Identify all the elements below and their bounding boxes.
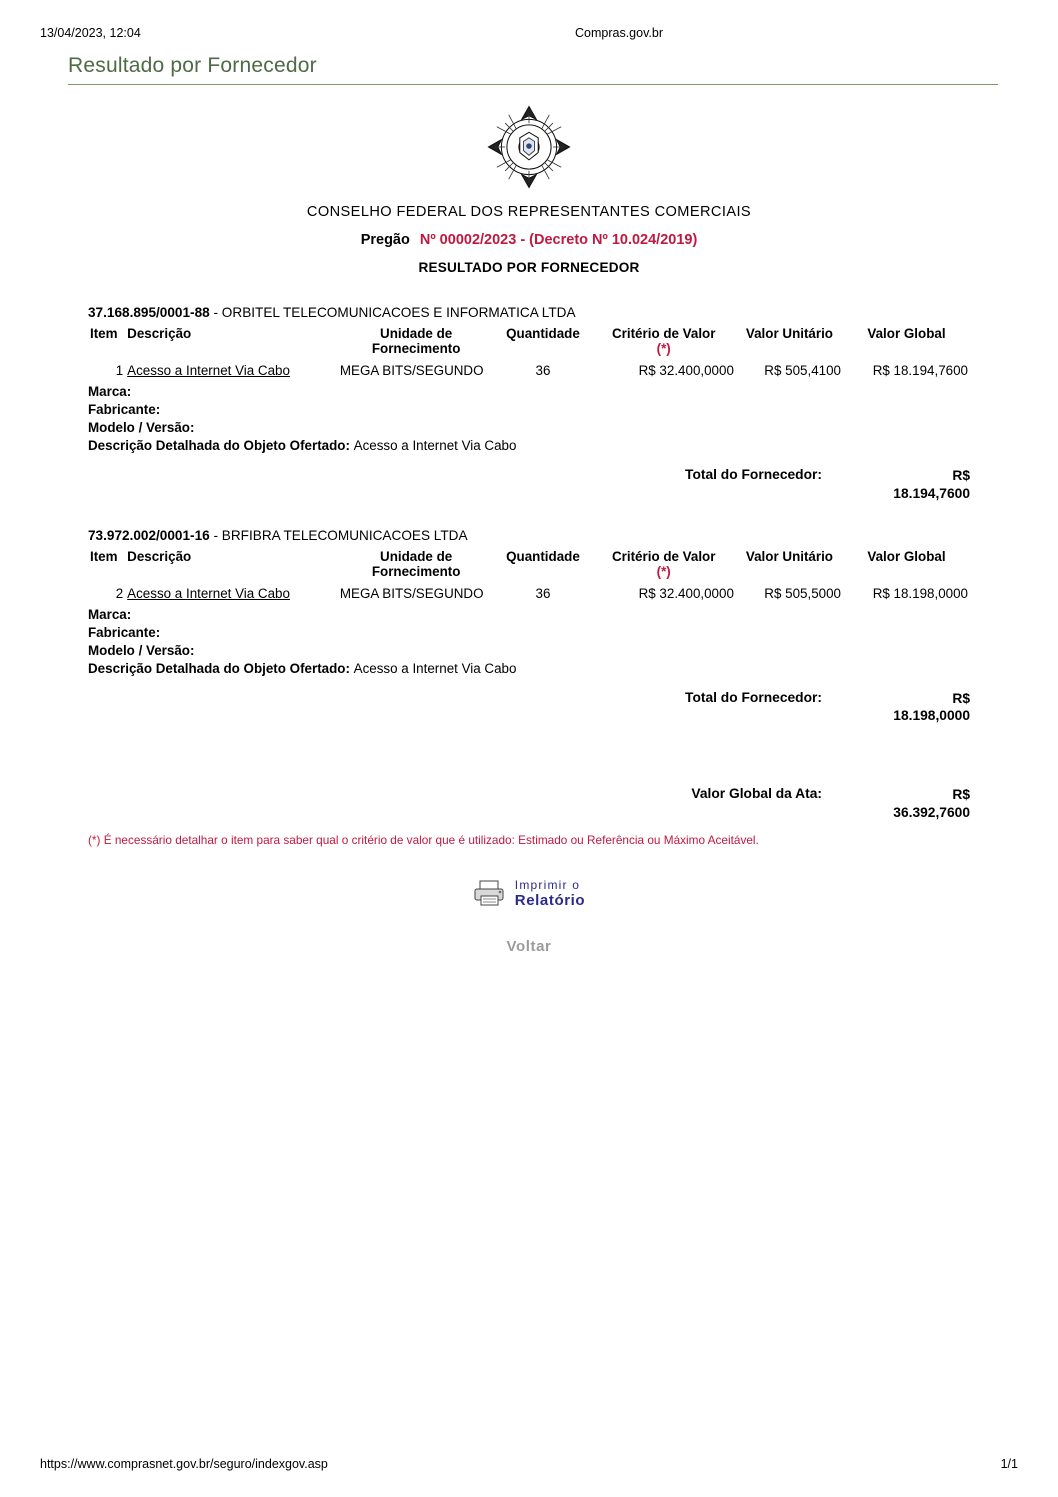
supplier-block bbox=[88, 305, 970, 502]
supplier-total-amount: 18.194,7600 bbox=[893, 485, 970, 501]
print-header bbox=[0, 0, 1058, 40]
supplier-name: BRFIBRA TELECOMUNICACOES LTDA bbox=[221, 527, 468, 543]
supplier-separator: - bbox=[209, 305, 222, 320]
supplier-cnpj: 37.168.895/0001-88 bbox=[88, 305, 210, 320]
meta-descricao-label: Descrição Detalhada do Objeto Ofertado: bbox=[88, 438, 350, 454]
cell-criterio: R$ 32.400,0000 bbox=[638, 362, 734, 378]
coat-of-arms-wrap bbox=[0, 101, 1058, 198]
cell-unidade: MEGA BITS/SEGUNDO bbox=[339, 362, 484, 378]
meta-fabricante-label: Fabricante: bbox=[88, 401, 161, 417]
footnote: (*) É necessário detalhar o item para saber qual o critério de valor que é utilizado: Estimado ou Referência ou Máximo Aceitável. bbox=[88, 832, 759, 847]
page-title-wrap bbox=[68, 54, 998, 85]
meta-descricao-detalhada bbox=[88, 660, 970, 678]
cell-unidade: MEGA BITS/SEGUNDO bbox=[339, 585, 484, 601]
pregao-value: Nº 00002/2023 - (Decreto Nº 10.024/2019) bbox=[419, 232, 698, 248]
th-valor-unitario: Valor Unitário bbox=[745, 548, 833, 564]
supplier-total-row bbox=[88, 690, 970, 724]
ata-total-value bbox=[850, 786, 970, 820]
ata-total-row bbox=[88, 786, 970, 820]
th-criterio-text: Critério de Valor bbox=[612, 326, 716, 341]
supplier-total-label: Total do Fornecedor: bbox=[685, 690, 822, 705]
th-item: Item bbox=[90, 326, 118, 341]
print-header-date: 13/04/2023, 12:04 bbox=[40, 26, 141, 40]
th-descricao: Descrição bbox=[127, 326, 192, 341]
ata-total-currency: R$ bbox=[952, 787, 970, 803]
th-quantidade: Quantidade bbox=[506, 548, 580, 564]
th-valor-global: Valor Global bbox=[867, 548, 946, 564]
ata-total-label: Valor Global da Ata: bbox=[691, 786, 822, 802]
meta-modelo bbox=[88, 642, 970, 660]
pregao-line bbox=[0, 232, 1058, 248]
items-table bbox=[88, 324, 970, 381]
item-description-link[interactable]: Acesso a Internet Via Cabo bbox=[127, 585, 290, 601]
th-criterio-star: (*) bbox=[656, 341, 671, 357]
table-row bbox=[88, 584, 970, 604]
cell-item-numero: 2 bbox=[115, 585, 124, 601]
cell-quantidade: 36 bbox=[535, 585, 551, 601]
th-unidade: Unidade de Fornecimento bbox=[371, 548, 461, 580]
item-meta bbox=[88, 383, 970, 455]
print-footer-page: 1/1 bbox=[1000, 1457, 1018, 1471]
meta-fabricante bbox=[88, 624, 970, 642]
th-quantidade: Quantidade bbox=[506, 326, 580, 341]
meta-modelo-label: Modelo / Versão: bbox=[88, 420, 195, 436]
meta-fabricante bbox=[88, 401, 970, 419]
item-meta bbox=[88, 606, 970, 678]
meta-modelo-label: Modelo / Versão: bbox=[88, 642, 195, 658]
cell-item-descricao bbox=[125, 361, 338, 381]
supplier-total-value bbox=[850, 690, 970, 724]
supplier-header bbox=[88, 528, 970, 543]
cell-item-numero: 1 bbox=[115, 362, 124, 378]
print-footer bbox=[0, 1457, 1058, 1471]
meta-descricao-label: Descrição Detalhada do Objeto Ofertado: bbox=[88, 660, 350, 676]
brasao-icon bbox=[483, 101, 575, 193]
supplier-total-currency: R$ bbox=[952, 691, 970, 706]
meta-fabricante-label: Fabricante: bbox=[88, 624, 161, 640]
meta-descricao-detalhada bbox=[88, 437, 970, 455]
report-subtitle: RESULTADO POR FORNECEDOR bbox=[418, 260, 640, 275]
cell-valor-unitario: R$ 505,5000 bbox=[764, 585, 841, 601]
supplier-total-row bbox=[88, 467, 970, 501]
meta-marca-label: Marca: bbox=[88, 383, 132, 399]
supplier-separator: - bbox=[209, 527, 222, 543]
th-criterio-text: Critério de Valor bbox=[612, 548, 716, 564]
supplier-cnpj: 73.972.002/0001-16 bbox=[88, 527, 210, 543]
th-unidade: Unidade de Fornecimento bbox=[371, 326, 461, 357]
meta-marca-label: Marca: bbox=[88, 606, 132, 622]
print-report-label-line2: Relatório bbox=[514, 891, 586, 909]
pregao-label: Pregão bbox=[360, 232, 410, 248]
print-report-button-wrap bbox=[88, 877, 970, 912]
th-criterio-star: (*) bbox=[656, 564, 671, 580]
supplier-total-amount: 18.198,0000 bbox=[893, 708, 970, 724]
th-item: Item bbox=[90, 548, 118, 564]
ata-total-amount: 36.392,7600 bbox=[893, 804, 970, 820]
page-title: Resultado por Fornecedor bbox=[68, 54, 317, 77]
meta-modelo bbox=[88, 419, 970, 437]
item-description-link[interactable]: Acesso a Internet Via Cabo bbox=[127, 362, 290, 378]
supplier-header bbox=[88, 305, 970, 320]
supplier-block bbox=[88, 528, 970, 725]
cell-item-descricao bbox=[125, 584, 338, 604]
supplier-name: ORBITEL TELECOMUNICACOES E INFORMATICA LTDA bbox=[221, 305, 576, 320]
cell-valor-unitario: R$ 505,4100 bbox=[764, 362, 841, 378]
meta-marca bbox=[88, 383, 970, 401]
th-valor-unitario: Valor Unitário bbox=[745, 326, 833, 341]
cell-quantidade: 36 bbox=[535, 362, 551, 378]
report-content bbox=[88, 305, 970, 955]
th-descricao: Descrição bbox=[127, 548, 192, 564]
th-criterio bbox=[592, 324, 736, 361]
organization-name: CONSELHO FEDERAL DOS REPRESENTANTES COMERCIAIS bbox=[306, 204, 752, 220]
cell-valor-global: R$ 18.194,7600 bbox=[872, 362, 968, 378]
print-footer-url: https://www.comprasnet.gov.br/seguro/indexgov.asp bbox=[40, 1457, 328, 1471]
cell-criterio: R$ 32.400,0000 bbox=[638, 585, 734, 601]
print-report-label-line1: Imprimir o bbox=[514, 877, 581, 892]
meta-descricao-value: Acesso a Internet Via Cabo bbox=[353, 438, 517, 454]
supplier-total-currency: R$ bbox=[952, 468, 970, 484]
table-row bbox=[88, 361, 970, 381]
supplier-total-label: Total do Fornecedor: bbox=[685, 467, 822, 483]
print-report-label bbox=[515, 877, 585, 909]
back-button[interactable]: Voltar bbox=[506, 937, 552, 955]
meta-descricao-value: Acesso a Internet Via Cabo bbox=[353, 660, 517, 676]
print-report-button[interactable] bbox=[473, 877, 585, 909]
meta-marca bbox=[88, 606, 970, 624]
th-criterio bbox=[592, 547, 736, 584]
table-header-row bbox=[88, 547, 970, 584]
printer-icon bbox=[473, 879, 507, 907]
items-table bbox=[88, 547, 970, 604]
cell-valor-global: R$ 18.198,0000 bbox=[872, 585, 968, 601]
supplier-total-value bbox=[850, 467, 970, 501]
th-valor-global: Valor Global bbox=[867, 326, 946, 341]
print-header-site: Compras.gov.br bbox=[575, 26, 663, 40]
table-header-row bbox=[88, 324, 970, 361]
